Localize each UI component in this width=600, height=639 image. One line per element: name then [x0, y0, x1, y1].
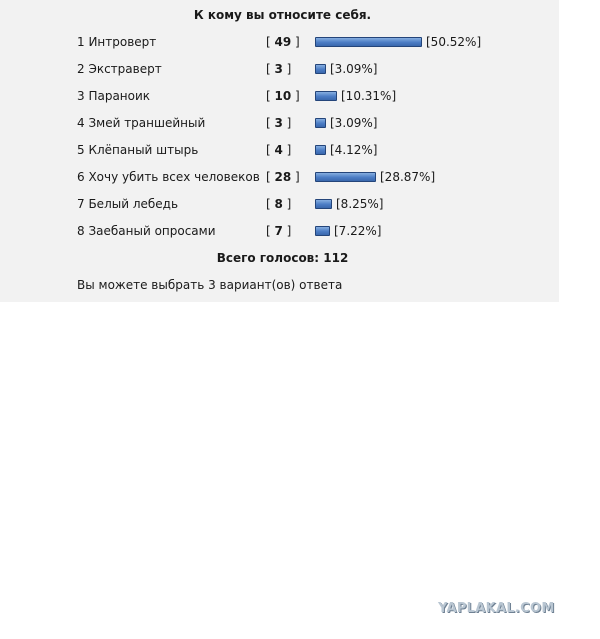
- vote-number: 3: [274, 62, 283, 76]
- option-percentage: [3.09%]: [330, 116, 378, 130]
- option-percentage-bar: [315, 145, 326, 155]
- poll-option-row: [0, 59, 559, 79]
- poll-option-row: [0, 140, 559, 160]
- poll-option-row: [0, 221, 559, 241]
- selection-note: Вы можете выбрать 3 вариант(ов) ответа: [77, 278, 343, 292]
- option-vote-count: [ 28 ]: [266, 170, 300, 184]
- option-vote-count: [ 8 ]: [266, 197, 292, 211]
- vote-number: 8: [274, 197, 283, 211]
- option-vote-count: [ 3 ]: [266, 116, 292, 130]
- poll-title: К кому вы относите себя.: [193, 8, 372, 22]
- option-percentage-bar: [315, 91, 337, 101]
- option-percentage-bar: [315, 37, 422, 47]
- option-percentage-bar: [315, 118, 326, 128]
- poll-option-row: [0, 113, 559, 133]
- option-percentage-bar: [315, 199, 332, 209]
- option-percentage: [4.12%]: [330, 143, 378, 157]
- option-label: 5 Клёпаный штырь: [77, 143, 199, 157]
- vote-number: 28: [274, 170, 292, 184]
- option-percentage-bar: [315, 172, 376, 182]
- poll-option-row: [0, 167, 559, 187]
- option-percentage: [10.31%]: [341, 89, 397, 103]
- vote-number: 4: [274, 143, 283, 157]
- option-label: 1 Интроверт: [77, 35, 157, 49]
- option-percentage: [28.87%]: [380, 170, 436, 184]
- option-vote-count: [ 4 ]: [266, 143, 292, 157]
- vote-number: 7: [274, 224, 283, 238]
- vote-number: 49: [274, 35, 292, 49]
- poll-option-row: [0, 32, 559, 52]
- option-label: 6 Хочу убить всех человеков: [77, 170, 260, 184]
- poll-option-row: [0, 86, 559, 106]
- option-percentage-bar: [315, 226, 330, 236]
- total-votes: Всего голосов: 112: [216, 251, 349, 265]
- option-percentage: [8.25%]: [336, 197, 384, 211]
- option-label: 8 Заебаный опросами: [77, 224, 216, 238]
- option-percentage: [7.22%]: [334, 224, 382, 238]
- option-label: 4 Змей траншейный: [77, 116, 206, 130]
- site-watermark: YAPLAKAL.COM: [438, 601, 555, 616]
- option-percentage: [3.09%]: [330, 62, 378, 76]
- option-vote-count: [ 49 ]: [266, 35, 300, 49]
- option-vote-count: [ 3 ]: [266, 62, 292, 76]
- vote-number: 10: [274, 89, 292, 103]
- option-vote-count: [ 10 ]: [266, 89, 300, 103]
- option-label: 2 Экстраверт: [77, 62, 162, 76]
- option-label: 7 Белый лебедь: [77, 197, 179, 211]
- option-vote-count: [ 7 ]: [266, 224, 292, 238]
- option-percentage-bar: [315, 64, 326, 74]
- vote-number: 3: [274, 116, 283, 130]
- poll-option-row: [0, 194, 559, 214]
- poll-panel: [0, 0, 559, 302]
- option-label: 3 Параноик: [77, 89, 151, 103]
- option-percentage: [50.52%]: [426, 35, 482, 49]
